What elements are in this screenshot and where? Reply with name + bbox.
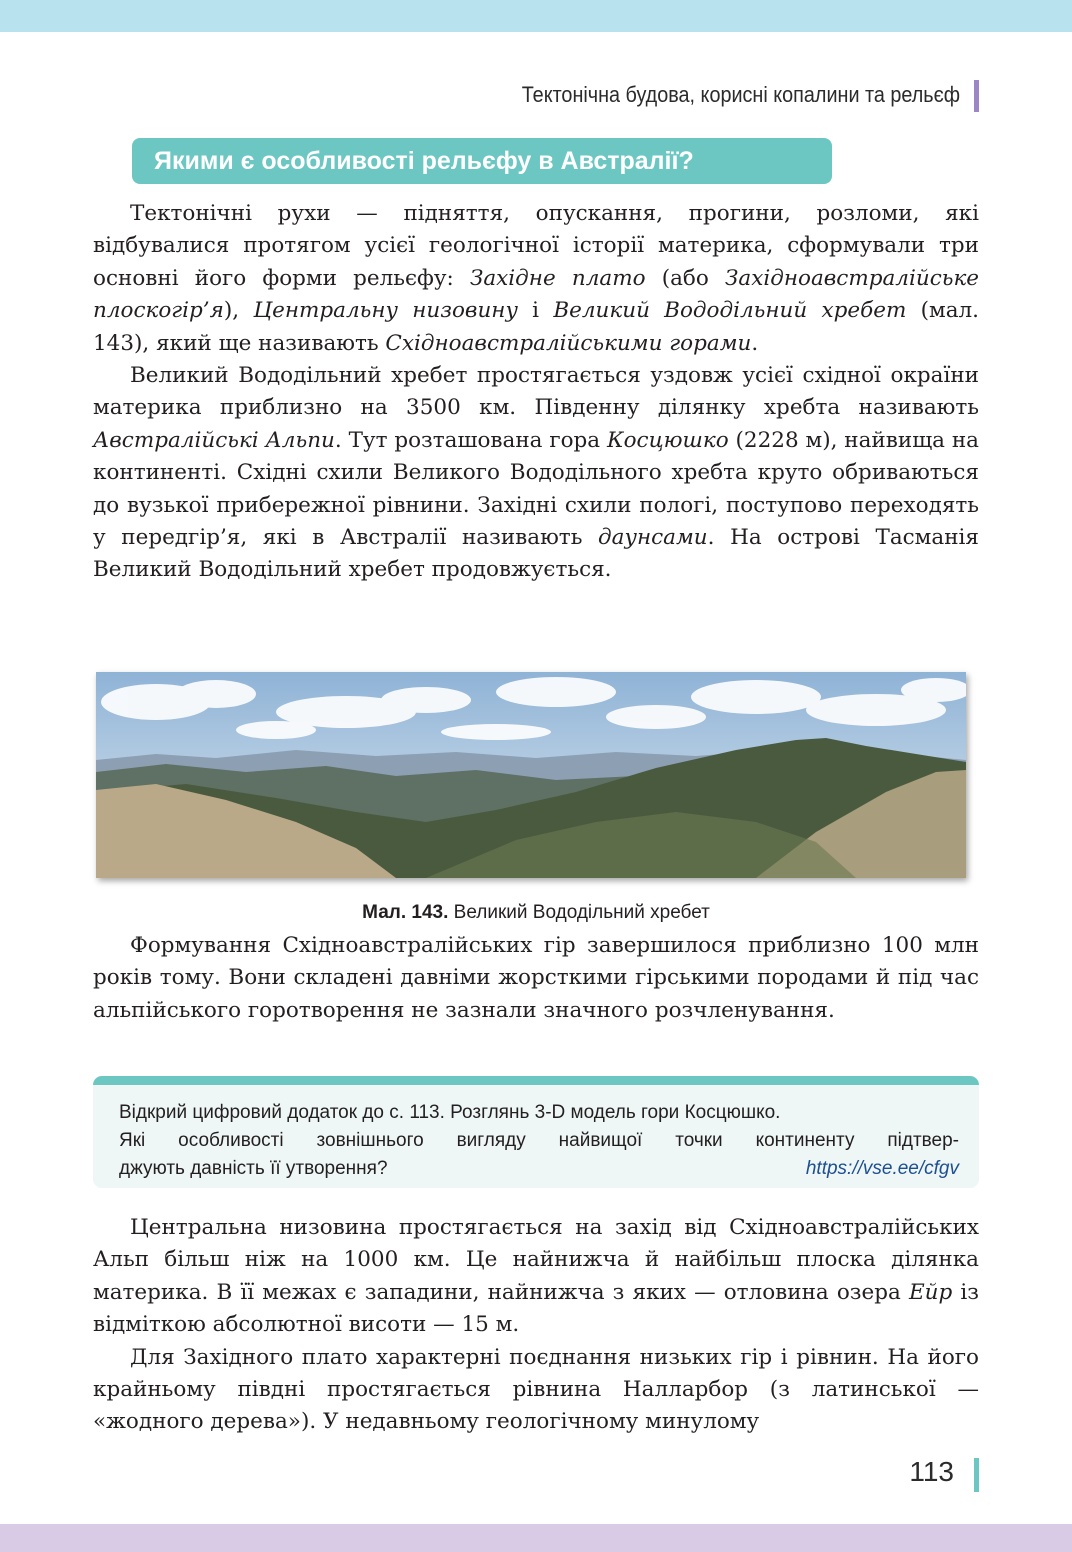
- digital-box-question: джують давність її утворення?: [119, 1158, 388, 1179]
- paragraph-1: Тектонічні рухи — підняття, опускання, прогини, розломи, які відбувалися протягом усієї геологічної історії материка, сформували три основні його форми рельєфу: Західне плато (або Західноавстралійське плоскогір’я), Центральну низовину і Великий Вододільний хребет (мал. 143), який ще називають Східноавстралійськими горами.: [93, 201, 980, 356]
- digital-box-line-2: Які особливості зовнішнього вигляду найвищої точки континенту підтвер-: [119, 1130, 959, 1151]
- section-heading: Якими є особливості рельєфу в Австралії?: [132, 138, 832, 184]
- term-eyre: Ейр: [908, 1279, 953, 1305]
- top-color-band: [0, 0, 1072, 32]
- digital-box-line-1: Відкрий цифровий додаток до с. 113. Розглянь 3-D модель гори Косцюшко.: [119, 1102, 781, 1123]
- figure-143-photo: [96, 672, 966, 878]
- page-number-accent-bar: [974, 1458, 979, 1492]
- paragraph-5: Для Західного плато характерні поєднання низьких гір і рівнин. На його крайньому півдні простягається рівнина Налларбор (з латинської — «жодного дерева»). У недавньому геологічному минулому: [93, 1344, 979, 1435]
- running-header: Тектонічна будова, корисні копалини та рельєф: [521, 82, 960, 107]
- text-block-middle: [93, 930, 979, 1027]
- bottom-color-band: [0, 1524, 1072, 1552]
- term-east-australian-mountains: Східноавстралійськими горами: [385, 330, 752, 356]
- term-western-plateau: Західне плато: [469, 265, 646, 291]
- term-western-australian-plateau: Західноавстралійське плоскогір’я: [93, 265, 980, 324]
- text-block-bottom: [93, 1212, 979, 1439]
- figure-caption-text: Великий Вододільний хребет: [453, 902, 710, 923]
- term-australian-alps: Австралійські Альпи: [93, 427, 335, 453]
- figure-caption: [0, 902, 1072, 924]
- paragraph-2: Великий Вододільний хребет простягається уздовж усієї східної окраїни материка приблизно на 3500 км. Південну ділянку хребта називають Австралійські Альпи. Тут розташована гора Косцюшко (2228 м), найвища на континенті. Східні схили Великого Вододільного хребта круто обриваються до вузької прибережної рівнини. Західні схили пологі, поступово переходять у передгір’я, які в Австралії називають даунсами. На острові Тасманія Великий Вододільний хребет продовжується.: [93, 363, 979, 583]
- header-accent-bar: [974, 80, 979, 112]
- digital-box-line-3: [119, 1155, 959, 1183]
- digital-supplement-link[interactable]: https://vse.ee/cfgv: [805, 1158, 959, 1179]
- term-kosciuszko: Косцюшко: [606, 427, 729, 453]
- digital-supplement-box: [93, 1076, 979, 1188]
- figure-number: Мал. 143.: [362, 902, 449, 923]
- text-block-top: [93, 198, 979, 587]
- mountain-panorama-image: [96, 672, 966, 878]
- paragraph-4: Центральна низовина простягається на захід від Східноавстралійських Альп більш ніж на 1000 км. Це найнижча й найбільш плоска ділянка материка. В її межах є западини, найнижча з яких — отловина озера Ейр із відміткою абсолютної висоти — 15 м.: [93, 1215, 980, 1338]
- paragraph-3: Формування Східноавстралійських гір завершилося приблизно 100 млн років тому. Вони складені давніми жорсткими гірськими породами й під час альпійського горотворення не зазнали значного розчленування.: [93, 933, 979, 1023]
- page-number: 113: [909, 1456, 954, 1487]
- term-downs: даунсами: [598, 525, 708, 551]
- term-great-dividing-range: Великий Вододільний хребет: [553, 298, 907, 324]
- term-central-lowland: Центральну низовину: [253, 298, 518, 324]
